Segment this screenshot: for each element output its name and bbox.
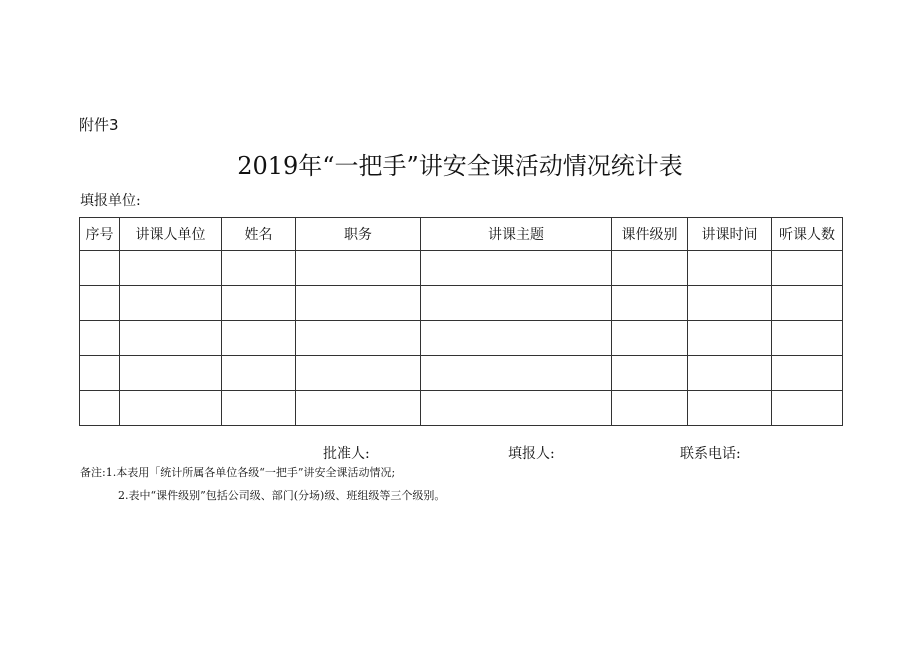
table-cell[interactable] [772,251,843,286]
header-courseware-level: 课件级别 [612,218,688,251]
table-cell[interactable] [612,356,688,391]
table-cell[interactable] [421,356,612,391]
table-cell[interactable] [120,356,222,391]
table-cell[interactable] [772,286,843,321]
table-row [80,356,843,391]
table-cell[interactable] [120,286,222,321]
header-attendee-count: 听课人数 [772,218,843,251]
table-cell[interactable] [80,251,120,286]
header-position: 职务 [296,218,421,251]
attachment-label: 附件3 [79,116,119,134]
table-cell[interactable] [222,391,296,426]
table-cell[interactable] [421,321,612,356]
table-cell[interactable] [421,251,612,286]
table-cell[interactable] [296,321,421,356]
table-cell[interactable] [80,356,120,391]
header-lecture-time: 讲课时间 [688,218,772,251]
table-cell[interactable] [222,251,296,286]
table-body [80,251,843,426]
table-cell[interactable] [120,321,222,356]
table-header-row [80,218,843,251]
table-cell[interactable] [772,356,843,391]
table-cell[interactable] [688,251,772,286]
header-name: 姓名 [222,218,296,251]
table-cell[interactable] [612,321,688,356]
table-cell[interactable] [222,356,296,391]
header-topic: 讲课主题 [421,218,612,251]
table-cell[interactable] [612,391,688,426]
table-cell[interactable] [80,286,120,321]
statistics-table [79,217,843,426]
table-cell[interactable] [222,321,296,356]
header-index: 序号 [80,218,120,251]
table-cell[interactable] [80,391,120,426]
filler-label: 填报人: [508,446,555,462]
approver-label: 批准人: [323,446,370,462]
table-cell[interactable] [688,321,772,356]
table-cell[interactable] [772,321,843,356]
table-cell[interactable] [421,286,612,321]
table-cell[interactable] [120,391,222,426]
table-cell[interactable] [120,251,222,286]
contact-phone-label: 联系电话: [680,446,741,462]
table-cell[interactable] [612,251,688,286]
table-cell[interactable] [688,391,772,426]
table-cell[interactable] [772,391,843,426]
table-cell[interactable] [421,391,612,426]
table-cell[interactable] [688,356,772,391]
document-title: 2019年“一把手”讲安全课活动情况统计表 [237,152,683,180]
table-cell[interactable] [296,356,421,391]
table-cell[interactable] [296,391,421,426]
table-row [80,251,843,286]
note-line-2: 2.表中“课件级别”包括公司级、部门(分场)级、班组级等三个级别。 [118,489,446,502]
table-cell[interactable] [222,286,296,321]
note-line-1: 备注:1.本表用「统计所属各单位各级“一把手”讲安全课活动情况; [80,466,396,479]
header-lecturer-unit: 讲课人单位 [120,218,222,251]
table-cell[interactable] [688,286,772,321]
table-cell[interactable] [80,321,120,356]
table-cell[interactable] [612,286,688,321]
table-row [80,286,843,321]
table-row [80,321,843,356]
table-row [80,391,843,426]
fill-unit-label: 填报单位: [80,193,141,209]
table-cell[interactable] [296,286,421,321]
table-cell[interactable] [296,251,421,286]
